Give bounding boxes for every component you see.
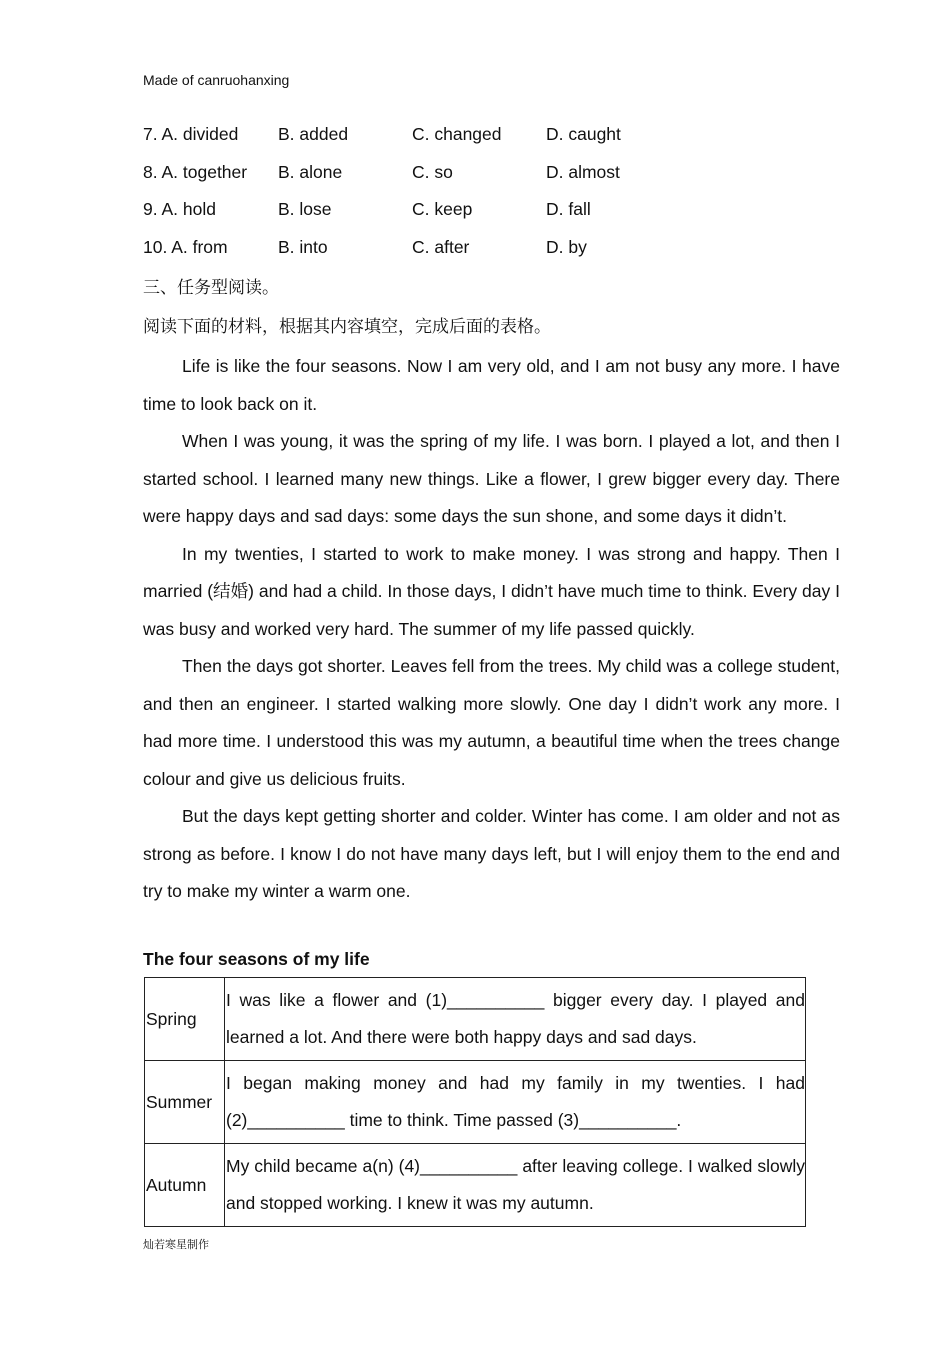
option-d: D. almost <box>546 161 620 182</box>
season-content: I began making money and had my family in my twenties. I had (2)__________ time to think. Time passed (3)__________. <box>225 1061 806 1144</box>
option-c: C. so <box>412 161 453 182</box>
option-a: 8. A. together <box>143 161 248 182</box>
passage-paragraph: In my twenties, I started to work to make money. I was strong and happy. Then I married (结婚) and had a child. In those days, I didn’t have much time to think. Every day I was busy and worked very hard. The summer of my life passed quickly. <box>143 543 840 639</box>
season-content: I was like a flower and (1)__________ bigger every day. I played and learned a lot. And there were both happy days and sad days. <box>225 978 806 1061</box>
passage-paragraph: When I was young, it was the spring of my life. I was born. I played a lot, and then I started school. I learned many new things. Like a flower, I grew bigger every day. There were happy days and sad days: some days the sun shone, and some days it didn’t. <box>143 431 840 526</box>
option-b: B. into <box>278 236 328 257</box>
option-d: D. by <box>546 236 587 257</box>
option-a: 10. A. from <box>143 236 228 257</box>
page-footer: 灿若寒星制作 <box>143 1239 209 1251</box>
season-label: Autumn <box>145 1144 225 1227</box>
passage-paragraph: Then the days got shorter. Leaves fell from the trees. My child was a college student, and then an engineer. I started walking more slowly. One day I didn’t work any more. I had more time. I understood this was my autumn, a beautiful time when the trees change colour and give us delicious fruits. <box>143 656 840 789</box>
page-header: Made of canruohanxing <box>143 72 290 88</box>
table-row <box>145 1061 806 1144</box>
option-d: D. fall <box>546 199 591 219</box>
option-c: C. after <box>412 236 470 257</box>
option-d: D. caught <box>546 124 621 144</box>
option-b: B. lose <box>278 199 332 219</box>
passage-paragraph: Life is like the four seasons. Now I am very old, and I am not busy any more. I have time to look back on it. <box>143 356 840 414</box>
passage-paragraph: But the days kept getting shorter and colder. Winter has come. I am older and not as strong as before. I know I do not have many days left, but I will enjoy them to the end and try to make my winter a warm one. <box>143 806 840 901</box>
season-label: Spring <box>145 978 225 1061</box>
table-title: The four seasons of my life <box>143 949 370 969</box>
option-b: B. added <box>278 124 349 144</box>
option-c: C. keep <box>412 199 473 219</box>
season-label: Summer <box>145 1061 225 1144</box>
reading-passage <box>143 348 840 911</box>
season-content: My child became a(n) (4)__________ after leaving college. I walked slowly and stopped working. I knew it was my autumn. <box>225 1144 806 1227</box>
section-title: 三、任务型阅读。 <box>143 278 279 297</box>
option-a: 9. A. hold <box>143 199 216 219</box>
table-row <box>145 1144 806 1227</box>
option-a: 7. A. divided <box>143 124 239 144</box>
instruction: 阅读下面的材料，根据其内容填空，完成后面的表格。 <box>143 317 551 336</box>
seasons-table <box>144 977 806 1227</box>
table-row <box>145 978 806 1061</box>
option-b: B. alone <box>278 161 343 182</box>
option-c: C. changed <box>412 124 502 144</box>
